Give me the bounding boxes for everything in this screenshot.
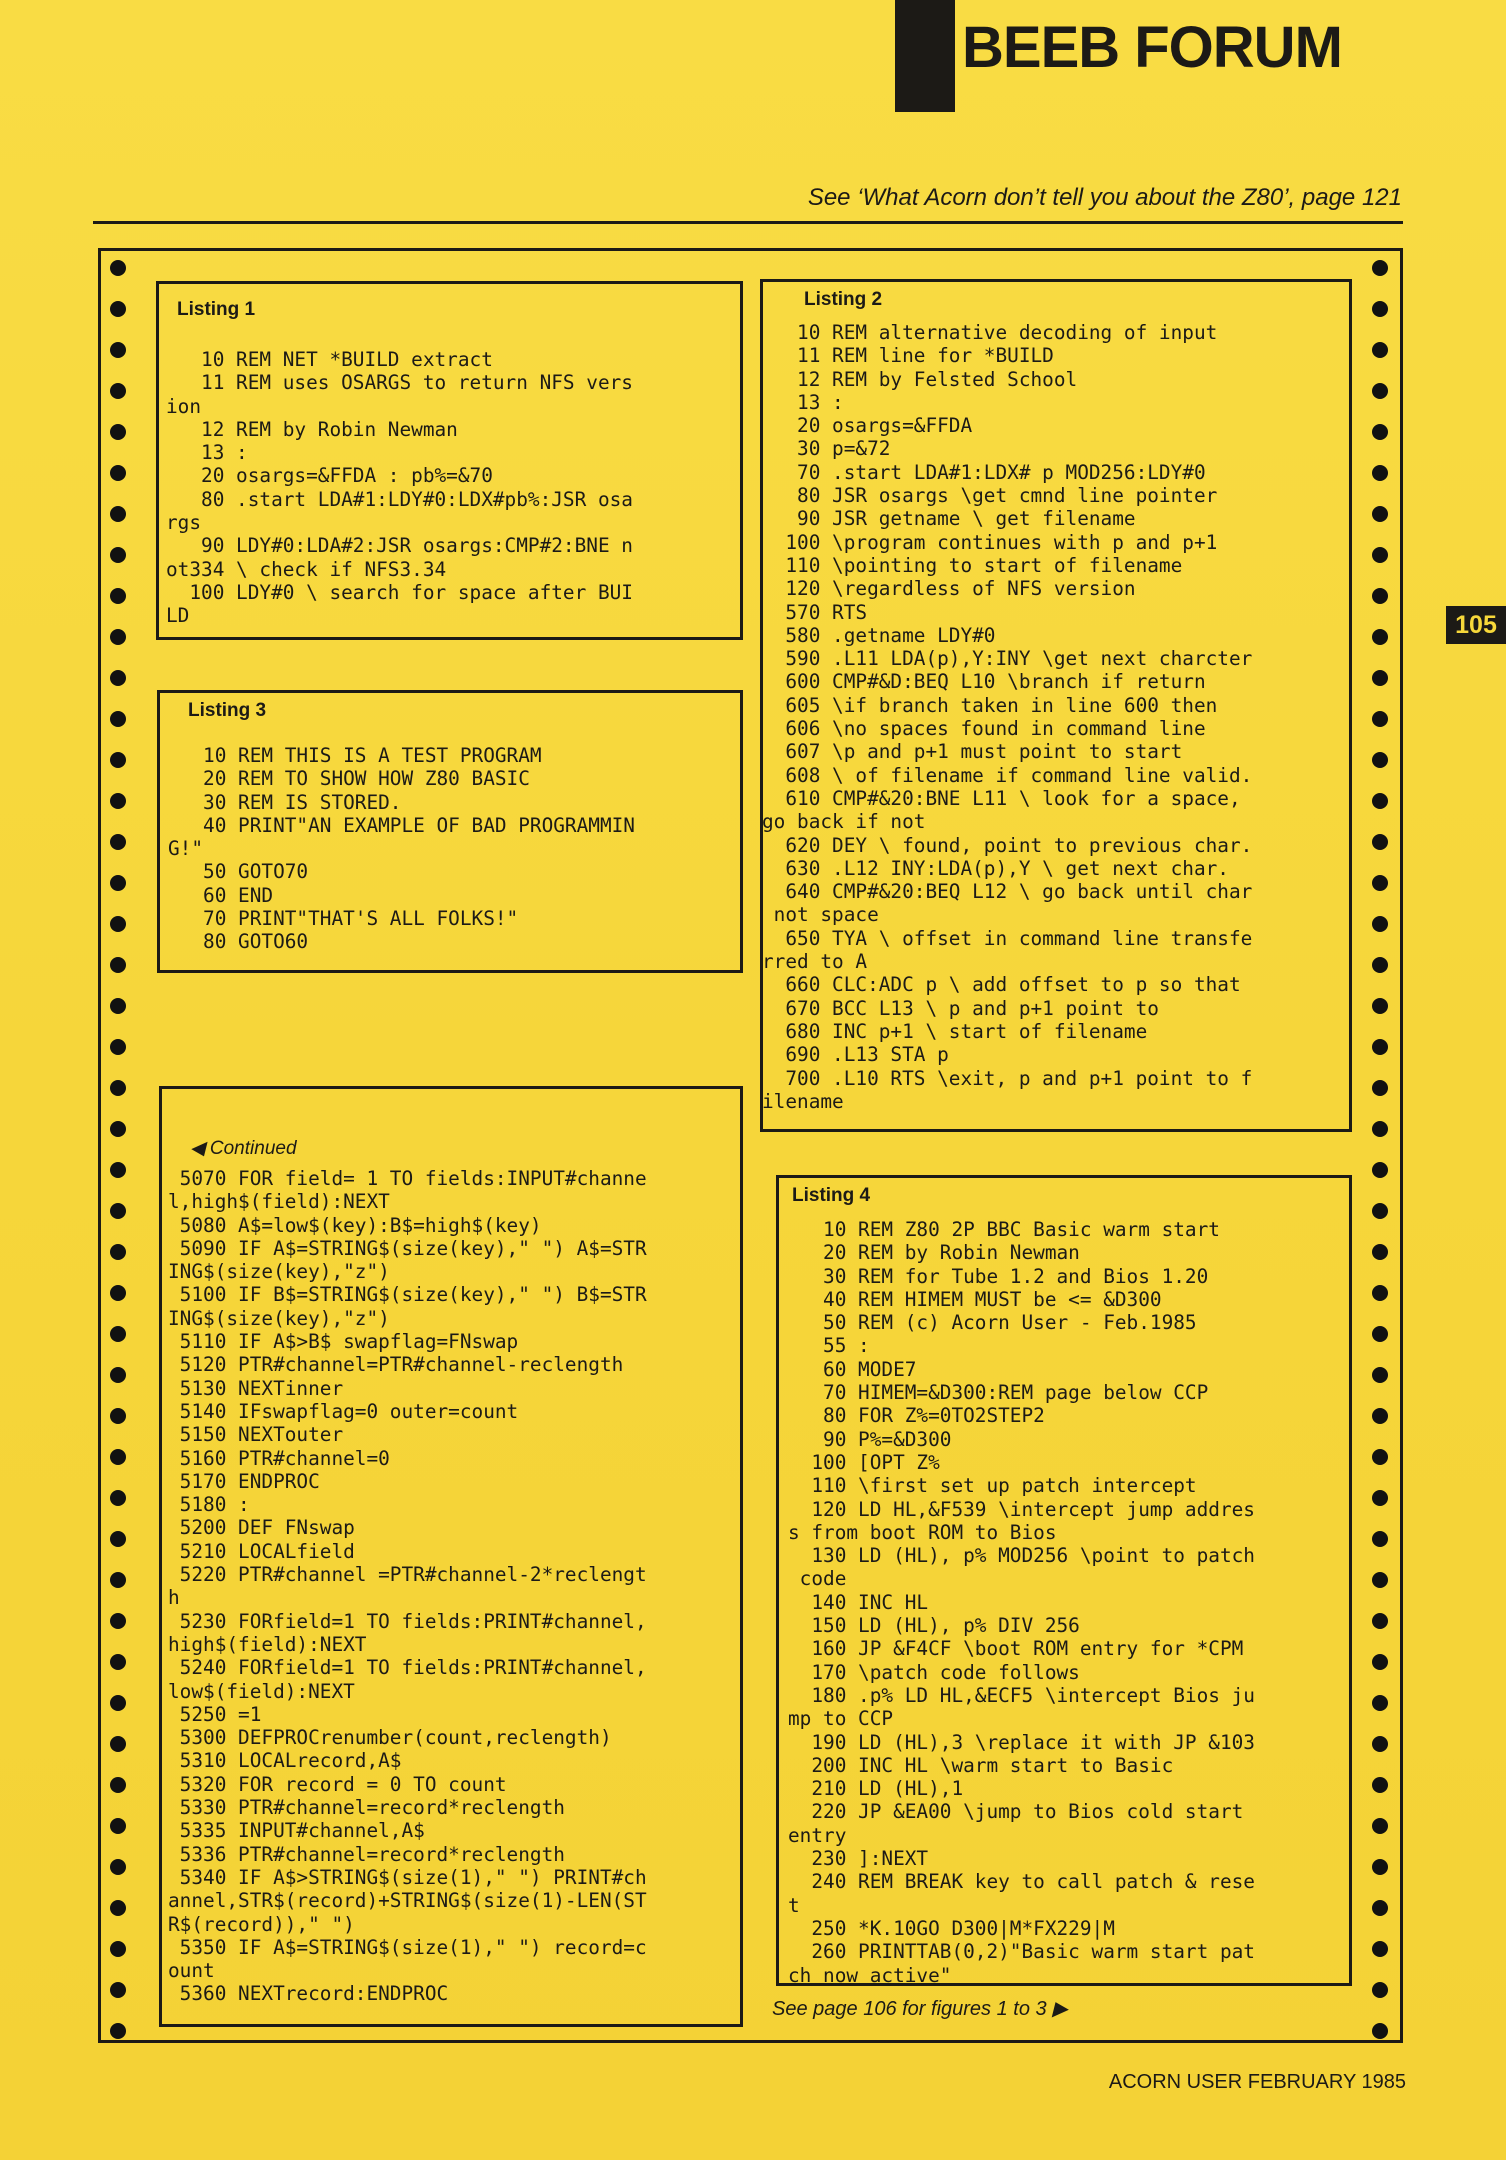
sprocket-hole bbox=[1372, 465, 1388, 481]
sprocket-hole bbox=[110, 1941, 126, 1957]
code-line: ion bbox=[166, 394, 202, 418]
sprocket-hole bbox=[110, 1777, 126, 1793]
code-line: 5170 ENDPROC bbox=[168, 1469, 320, 1493]
sprocket-hole bbox=[110, 1408, 126, 1424]
code-line: 10 REM alternative decoding of input bbox=[762, 321, 1218, 344]
code-line: 5320 FOR record = 0 TO count bbox=[168, 1772, 507, 1796]
header-bar bbox=[895, 0, 955, 112]
listing-2-title: Listing 2 bbox=[804, 289, 883, 310]
code-line: 630 .L12 INY:LDA(p),Y \ get next char. bbox=[762, 856, 1229, 880]
code-line: 55 : bbox=[788, 1334, 870, 1358]
sprocket-hole bbox=[110, 1203, 126, 1219]
sprocket-hole bbox=[110, 670, 126, 686]
code-line: 5200 DEF FNswap bbox=[168, 1516, 355, 1540]
code-line: 90 JSR getname \ get filename bbox=[762, 507, 1136, 531]
sprocket-hole bbox=[1372, 1408, 1388, 1424]
code-line: 640 CMP#&20:BEQ L12 \ go back until char bbox=[762, 880, 1253, 904]
code-line: 5160 PTR#channel=0 bbox=[168, 1446, 390, 1470]
code-line: 5335 INPUT#channel,A$ bbox=[168, 1819, 425, 1843]
code-line: 5210 LOCALfield bbox=[168, 1539, 355, 1563]
sprocket-hole bbox=[110, 1244, 126, 1260]
sprocket-hole bbox=[1372, 793, 1388, 809]
sprocket-hole bbox=[110, 834, 126, 850]
code-line: 20 REM by Robin Newman bbox=[788, 1241, 1080, 1265]
sprocket-hole bbox=[1372, 260, 1388, 276]
code-line: t bbox=[788, 1893, 800, 1917]
sprocket-hole bbox=[110, 260, 126, 276]
code-line: 680 INC p+1 \ start of filename bbox=[762, 1019, 1148, 1043]
code-line: 50 GOTO70 bbox=[168, 860, 309, 884]
sprocket-hole bbox=[110, 1736, 126, 1752]
code-line: 5070 FOR field= 1 TO fields:INPUT#channe bbox=[168, 1167, 647, 1190]
sprocket-hole bbox=[1372, 2023, 1388, 2039]
code-line: low$(field):NEXT bbox=[168, 1679, 355, 1703]
sprocket-hole bbox=[110, 1654, 126, 1670]
code-line: 20 REM TO SHOW HOW Z80 BASIC bbox=[168, 767, 530, 791]
code-line: 140 INC HL bbox=[788, 1590, 929, 1614]
code-line: 30 p=&72 bbox=[762, 437, 891, 461]
code-line: 5180 : bbox=[168, 1493, 250, 1517]
sprocket-hole bbox=[1372, 1654, 1388, 1670]
listing-1-code bbox=[166, 348, 633, 628]
code-line: 170 \patch code follows bbox=[788, 1660, 1080, 1684]
code-line: 10 REM THIS IS A TEST PROGRAM bbox=[168, 744, 542, 767]
sprocket-hole bbox=[110, 793, 126, 809]
sprocket-hole bbox=[1372, 1531, 1388, 1547]
continued-listing-code bbox=[168, 1167, 647, 2006]
code-line: code bbox=[788, 1567, 847, 1591]
code-line: LD bbox=[166, 604, 190, 628]
sprocket-hole bbox=[1372, 670, 1388, 686]
code-line: 5110 IF A$>B$ swapflag=FNswap bbox=[168, 1330, 519, 1354]
code-line: 150 LD (HL), p% DIV 256 bbox=[788, 1614, 1080, 1638]
code-line: go back if not bbox=[762, 810, 926, 834]
sprocket-hole bbox=[110, 465, 126, 481]
sprocket-hole bbox=[1372, 383, 1388, 399]
code-line: 12 REM by Robin Newman bbox=[166, 417, 458, 441]
sprocket-hole bbox=[1372, 998, 1388, 1014]
code-line: 690 .L13 STA p bbox=[762, 1043, 949, 1067]
sprocket-hole bbox=[110, 1982, 126, 1998]
sprocket-hole bbox=[110, 998, 126, 1014]
sprocket-hole bbox=[1372, 588, 1388, 604]
sprocket-hole bbox=[110, 342, 126, 358]
sprocket-hole bbox=[110, 506, 126, 522]
code-line: 5350 IF A$=STRING$(size(1)," ") record=c bbox=[168, 1935, 647, 1959]
code-line: not space bbox=[762, 903, 879, 927]
code-line: 606 \no spaces found in command line bbox=[762, 717, 1206, 741]
code-line: 13 : bbox=[762, 390, 844, 414]
listing-3-code bbox=[168, 744, 635, 954]
code-line: 200 INC HL \warm start to Basic bbox=[788, 1753, 1174, 1777]
code-line: 110 \first set up patch intercept bbox=[788, 1474, 1197, 1498]
sprocket-hole bbox=[1372, 1695, 1388, 1711]
code-line: rgs bbox=[166, 511, 202, 535]
code-line: 11 REM line for *BUILD bbox=[762, 344, 1054, 368]
sprocket-hole bbox=[1372, 1080, 1388, 1096]
code-line: 80 JSR osargs \get cmnd line pointer bbox=[762, 484, 1218, 508]
listing-4-title: Listing 4 bbox=[792, 1185, 871, 1206]
code-line: 13 : bbox=[166, 441, 248, 465]
code-line: ount bbox=[168, 1959, 215, 1983]
code-line: s from boot ROM to Bios bbox=[788, 1520, 1057, 1544]
code-line: 5300 DEFPROCrenumber(count,reclength) bbox=[168, 1726, 612, 1750]
code-line: 5100 IF B$=STRING$(size(key)," ") B$=STR bbox=[168, 1283, 647, 1307]
code-line: 605 \if branch taken in line 600 then bbox=[762, 693, 1218, 717]
sprocket-hole bbox=[110, 875, 126, 891]
sprocket-hole bbox=[110, 1326, 126, 1342]
sprocket-hole bbox=[110, 711, 126, 727]
code-line: 40 PRINT"AN EXAMPLE OF BAD PROGRAMMIN bbox=[168, 813, 635, 837]
code-line: l,high$(field):NEXT bbox=[168, 1190, 390, 1214]
code-line: 5240 FORfield=1 TO fields:PRINT#channel, bbox=[168, 1656, 647, 1680]
code-line: 650 TYA \ offset in command line transfe bbox=[762, 926, 1253, 950]
listing-4-code bbox=[788, 1218, 1255, 1987]
code-line: entry bbox=[788, 1823, 847, 1847]
sprocket-hole bbox=[1372, 834, 1388, 850]
sprocket-hole bbox=[1372, 1449, 1388, 1465]
code-line: annel,STR$(record)+STRING$(size(1)-LEN(ST bbox=[168, 1889, 647, 1913]
code-line: 5140 IFswapflag=0 outer=count bbox=[168, 1399, 519, 1423]
code-line: 110 \pointing to start of filename bbox=[762, 553, 1183, 577]
header-rule bbox=[93, 221, 1403, 224]
code-line: 80 FOR Z%=0TO2STEP2 bbox=[788, 1404, 1045, 1428]
sprocket-hole bbox=[1372, 424, 1388, 440]
code-line: 5150 NEXTouter bbox=[168, 1423, 344, 1447]
see-page-note: See page 106 for figures 1 to 3 ▶ bbox=[772, 1998, 1068, 2020]
sprocket-hole bbox=[1372, 875, 1388, 891]
code-line: 100 [OPT Z% bbox=[788, 1450, 940, 1474]
code-line: rred to A bbox=[762, 950, 868, 974]
left-sprocket-holes bbox=[110, 260, 130, 2064]
code-line: high$(field):NEXT bbox=[168, 1632, 367, 1656]
code-line: 580 .getname LDY#0 bbox=[762, 623, 996, 647]
sprocket-hole bbox=[110, 1039, 126, 1055]
page-title: BEEB FORUM bbox=[962, 15, 1342, 80]
code-line: 30 REM for Tube 1.2 and Bios 1.20 bbox=[788, 1264, 1209, 1288]
code-line: 5250 =1 bbox=[168, 1702, 262, 1726]
code-line: 60 END bbox=[168, 883, 274, 907]
code-line: 5220 PTR#channel =PTR#channel-2*reclengt bbox=[168, 1563, 647, 1587]
code-line: 130 LD (HL), p% MOD256 \point to patch bbox=[788, 1544, 1255, 1568]
code-line: 5120 PTR#channel=PTR#channel-reclength bbox=[168, 1353, 624, 1377]
code-line: 80 .start LDA#1:LDY#0:LDX#pb%:JSR osa bbox=[166, 487, 633, 511]
code-line: 5336 PTR#channel=record*reclength bbox=[168, 1842, 565, 1866]
code-line: 5310 LOCALrecord,A$ bbox=[168, 1749, 402, 1773]
code-line: 5230 FORfield=1 TO fields:PRINT#channel, bbox=[168, 1609, 647, 1633]
sprocket-hole bbox=[1372, 1244, 1388, 1260]
code-line: ING$(size(key),"z") bbox=[168, 1260, 390, 1284]
sprocket-hole bbox=[110, 1285, 126, 1301]
sprocket-hole bbox=[110, 1818, 126, 1834]
code-line: 590 .L11 LDA(p),Y:INY \get next charcter bbox=[762, 647, 1253, 671]
sprocket-hole bbox=[1372, 1777, 1388, 1793]
code-line: 5090 IF A$=STRING$(size(key)," ") A$=STR bbox=[168, 1236, 647, 1260]
sprocket-hole bbox=[1372, 1326, 1388, 1342]
code-line: 20 osargs=&FFDA bbox=[762, 414, 973, 438]
code-line: 120 LD HL,&F539 \intercept jump addres bbox=[788, 1497, 1255, 1521]
sprocket-hole bbox=[110, 1859, 126, 1875]
sprocket-hole bbox=[110, 1531, 126, 1547]
sprocket-hole bbox=[110, 588, 126, 604]
code-line: 90 P%=&D300 bbox=[788, 1427, 952, 1451]
sprocket-hole bbox=[1372, 547, 1388, 563]
subtitle-reference: See ‘What Acorn don’t tell you about the Z80’, page 121 bbox=[807, 184, 1402, 211]
code-line: h bbox=[168, 1586, 180, 1610]
code-line: 210 LD (HL),1 bbox=[788, 1777, 964, 1801]
footer-issue: ACORN USER FEBRUARY 1985 bbox=[1108, 2071, 1406, 2093]
code-line: 250 *K.10GO D300|M*FX229|M bbox=[788, 1916, 1115, 1940]
code-line: 80 GOTO60 bbox=[168, 930, 309, 954]
code-line: mp to CCP bbox=[788, 1707, 894, 1731]
listing-1-title: Listing 1 bbox=[177, 299, 256, 320]
sprocket-hole bbox=[1372, 1736, 1388, 1752]
code-line: 660 CLC:ADC p \ add offset to p so that bbox=[762, 973, 1241, 997]
code-line: 20 osargs=&FFDA : pb%=&70 bbox=[166, 464, 493, 488]
code-line: 700 .L10 RTS \exit, p and p+1 point to f bbox=[762, 1066, 1253, 1090]
code-line: 5360 NEXTrecord:ENDPROC bbox=[168, 1982, 449, 2006]
code-line: 670 BCC L13 \ p and p+1 point to bbox=[762, 996, 1159, 1020]
code-line: 190 LD (HL),3 \replace it with JP &103 bbox=[788, 1730, 1255, 1754]
sprocket-hole bbox=[110, 629, 126, 645]
sprocket-hole bbox=[1372, 1818, 1388, 1834]
code-line: 230 ]:NEXT bbox=[788, 1847, 929, 1871]
sprocket-hole bbox=[1372, 957, 1388, 973]
sprocket-hole bbox=[1372, 1859, 1388, 1875]
sprocket-hole bbox=[1372, 1572, 1388, 1588]
sprocket-hole bbox=[110, 1121, 126, 1137]
listing-3-title: Listing 3 bbox=[188, 700, 267, 721]
code-line: 90 LDY#0:LDA#2:JSR osargs:CMP#2:BNE n bbox=[166, 534, 633, 558]
code-line: G!" bbox=[168, 837, 204, 861]
sprocket-hole bbox=[110, 1449, 126, 1465]
sprocket-hole bbox=[1372, 1613, 1388, 1629]
sprocket-hole bbox=[1372, 1490, 1388, 1506]
sprocket-hole bbox=[110, 1572, 126, 1588]
sprocket-hole bbox=[110, 301, 126, 317]
code-line: 607 \p and p+1 must point to start bbox=[762, 740, 1183, 764]
sprocket-hole bbox=[110, 424, 126, 440]
code-line: ilename bbox=[762, 1089, 844, 1113]
sprocket-hole bbox=[110, 383, 126, 399]
sprocket-hole bbox=[1372, 342, 1388, 358]
sprocket-hole bbox=[110, 2023, 126, 2039]
code-line: 100 LDY#0 \ search for space after BUI bbox=[166, 580, 633, 604]
sprocket-hole bbox=[1372, 1121, 1388, 1137]
sprocket-hole bbox=[1372, 506, 1388, 522]
code-line: 30 REM IS STORED. bbox=[168, 790, 402, 814]
sprocket-hole bbox=[1372, 1941, 1388, 1957]
sprocket-hole bbox=[1372, 752, 1388, 768]
code-line: 100 \program continues with p and p+1 bbox=[762, 530, 1218, 554]
code-line: 600 CMP#&D:BEQ L10 \branch if return bbox=[762, 670, 1206, 694]
sprocket-hole bbox=[110, 916, 126, 932]
code-line: 260 PRINTTAB(0,2)"Basic warm start pat bbox=[788, 1940, 1255, 1964]
sprocket-hole bbox=[110, 547, 126, 563]
sprocket-hole bbox=[110, 1162, 126, 1178]
sprocket-hole bbox=[110, 752, 126, 768]
continued-label: ◀ Continued bbox=[190, 1138, 297, 1159]
right-sprocket-holes bbox=[1372, 260, 1392, 2064]
code-line: 610 CMP#&20:BNE L11 \ look for a space, bbox=[762, 786, 1241, 810]
sprocket-hole bbox=[110, 1080, 126, 1096]
sprocket-hole bbox=[110, 957, 126, 973]
code-line: 180 .p% LD HL,&ECF5 \intercept Bios ju bbox=[788, 1683, 1255, 1707]
sprocket-hole bbox=[1372, 301, 1388, 317]
sprocket-hole bbox=[1372, 1203, 1388, 1219]
sprocket-hole bbox=[1372, 1982, 1388, 1998]
code-line: 5080 A$=low$(key):B$=high$(key) bbox=[168, 1213, 542, 1237]
code-line: ING$(size(key),"z") bbox=[168, 1306, 390, 1330]
code-line: 50 REM (c) Acorn User - Feb.1985 bbox=[788, 1311, 1197, 1335]
code-line: 5130 NEXTinner bbox=[168, 1376, 344, 1400]
sprocket-hole bbox=[1372, 1900, 1388, 1916]
sprocket-hole bbox=[1372, 916, 1388, 932]
code-line: 620 DEY \ found, point to previous char. bbox=[762, 833, 1253, 857]
sprocket-hole bbox=[1372, 629, 1388, 645]
listing-2-code bbox=[762, 321, 1252, 1113]
sprocket-hole bbox=[110, 1900, 126, 1916]
code-line: 10 REM Z80 2P BBC Basic warm start bbox=[788, 1218, 1220, 1241]
sprocket-hole bbox=[1372, 1039, 1388, 1055]
sprocket-hole bbox=[110, 1490, 126, 1506]
sprocket-hole bbox=[110, 1695, 126, 1711]
code-line: 570 RTS bbox=[762, 600, 868, 624]
code-line: 60 MODE7 bbox=[788, 1357, 917, 1381]
code-line: 120 \regardless of NFS version bbox=[762, 577, 1136, 601]
sprocket-hole bbox=[1372, 711, 1388, 727]
code-line: 70 .start LDA#1:LDX# p MOD256:LDY#0 bbox=[762, 460, 1206, 484]
code-line: R$(record))," ") bbox=[168, 1912, 355, 1936]
code-line: 10 REM NET *BUILD extract bbox=[166, 348, 493, 371]
code-line: 5330 PTR#channel=record*reclength bbox=[168, 1796, 565, 1820]
code-line: 70 PRINT"THAT'S ALL FOLKS!" bbox=[168, 907, 519, 931]
code-line: 40 REM HIMEM MUST be <= &D300 bbox=[788, 1287, 1162, 1311]
sprocket-hole bbox=[110, 1367, 126, 1383]
code-line: ch now active" bbox=[788, 1963, 952, 1987]
code-line: 608 \ of filename if command line valid. bbox=[762, 763, 1253, 787]
code-line: 11 REM uses OSARGS to return NFS vers bbox=[166, 371, 633, 395]
code-line: 240 REM BREAK key to call patch & rese bbox=[788, 1870, 1255, 1894]
code-line: ot334 \ check if NFS3.34 bbox=[166, 557, 447, 581]
sprocket-hole bbox=[1372, 1162, 1388, 1178]
page-number-tab: 105 bbox=[1446, 606, 1506, 644]
code-line: 220 JP &EA00 \jump to Bios cold start bbox=[788, 1800, 1244, 1824]
sprocket-hole bbox=[110, 1613, 126, 1629]
sprocket-hole bbox=[1372, 1285, 1388, 1301]
code-line: 160 JP &F4CF \boot ROM entry for *CPM bbox=[788, 1637, 1244, 1661]
code-line: 5340 IF A$>STRING$(size(1)," ") PRINT#ch bbox=[168, 1865, 647, 1889]
code-line: 70 HIMEM=&D300:REM page below CCP bbox=[788, 1381, 1209, 1405]
sprocket-hole bbox=[1372, 1367, 1388, 1383]
code-line: 12 REM by Felsted School bbox=[762, 367, 1078, 391]
